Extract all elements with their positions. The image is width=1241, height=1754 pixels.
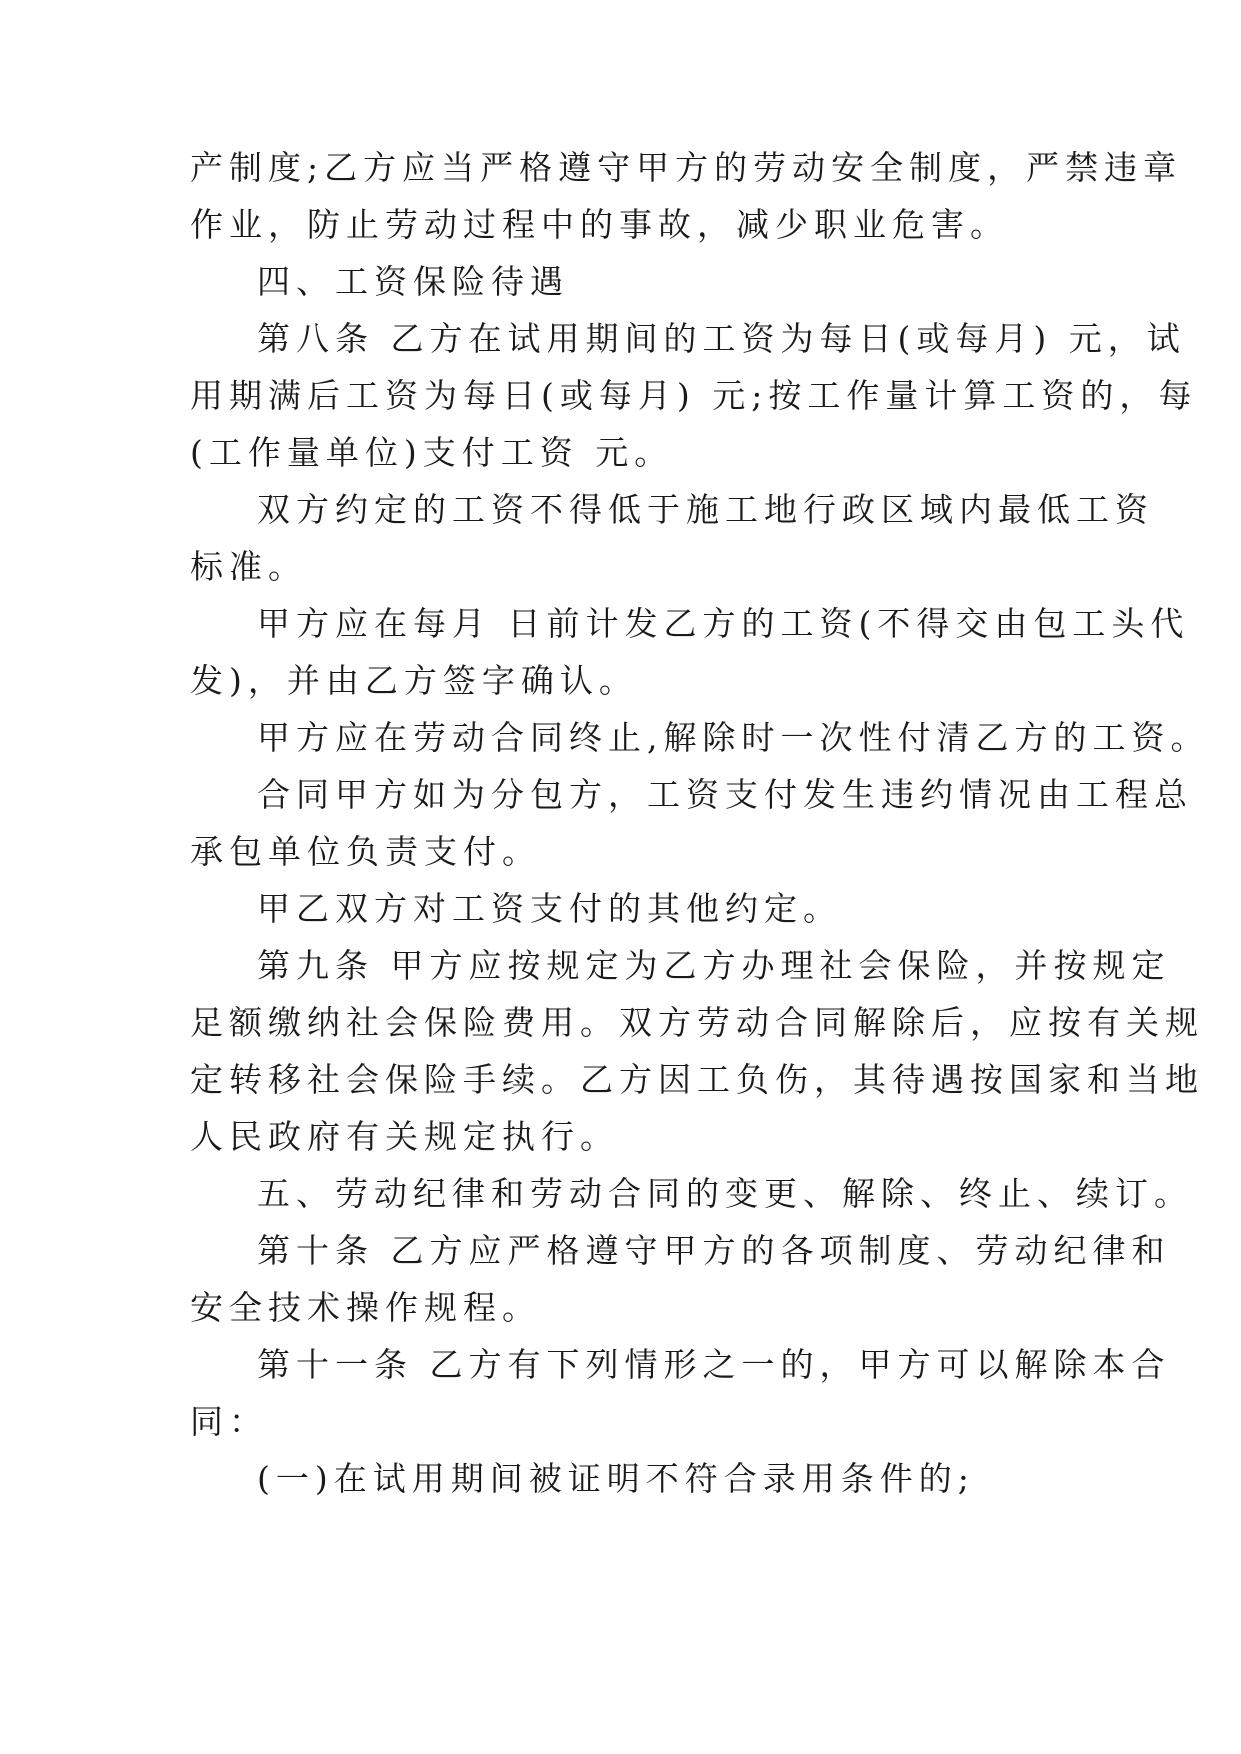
- text-line: (一)在试用期间被证明不符合录用条件的;: [257, 1459, 975, 1498]
- text-line: 第十条 乙方应严格遵守甲方的各项制度、劳动纪律和: [257, 1231, 1171, 1270]
- text-line: 承包单位负责支付。: [190, 832, 541, 871]
- text-line: 人民政府有关规定执行。: [190, 1117, 619, 1156]
- text-line: 发)，并由乙方签字确认。: [190, 661, 638, 700]
- text-line: (工作量单位)支付工资 元。: [190, 433, 674, 472]
- text-line: 双方约定的工资不得低于施工地行政区域内最低工资: [257, 490, 1154, 529]
- section-heading: 五、劳动纪律和劳动合同的变更、解除、终止、续订。: [257, 1174, 1193, 1213]
- text-line: 同：: [190, 1402, 268, 1441]
- text-line: 合同甲方如为分包方，工资支付发生违约情况由工程总: [257, 775, 1193, 814]
- text-line: 甲方应在劳动合同终止,解除时一次性付清乙方的工资。: [257, 718, 1210, 757]
- text-line: 安全技术操作规程。: [190, 1288, 541, 1327]
- text-line: 甲方应在每月 日前计发乙方的工资(不得交由包工头代: [257, 604, 1190, 643]
- text-line: 第九条 甲方应按规定为乙方办理社会保险，并按规定: [257, 946, 1171, 985]
- text-line: 第八条 乙方在试用期间的工资为每日(或每月) 元，试: [257, 319, 1186, 358]
- text-line: 定转移社会保险手续。乙方因工负伤，其待遇按国家和当地: [190, 1060, 1204, 1099]
- text-line: 产制度;乙方应当严格遵守甲方的劳动安全制度，严禁违章: [190, 148, 1183, 187]
- text-line: 用期满后工资为每日(或每月) 元;按工作量计算工资的，每: [190, 376, 1198, 415]
- text-line: 第十一条 乙方有下列情形之一的，甲方可以解除本合: [257, 1345, 1171, 1384]
- text-line: 甲乙双方对工资支付的其他约定。: [257, 889, 842, 928]
- text-line: 作业，防止劳动过程中的事故，减少职业危害。: [190, 205, 1009, 244]
- section-heading: 四、工资保险待遇: [257, 262, 569, 301]
- text-line: 标准。: [190, 547, 307, 586]
- text-line: 足额缴纳社会保险费用。双方劳动合同解除后，应按有关规: [190, 1003, 1204, 1042]
